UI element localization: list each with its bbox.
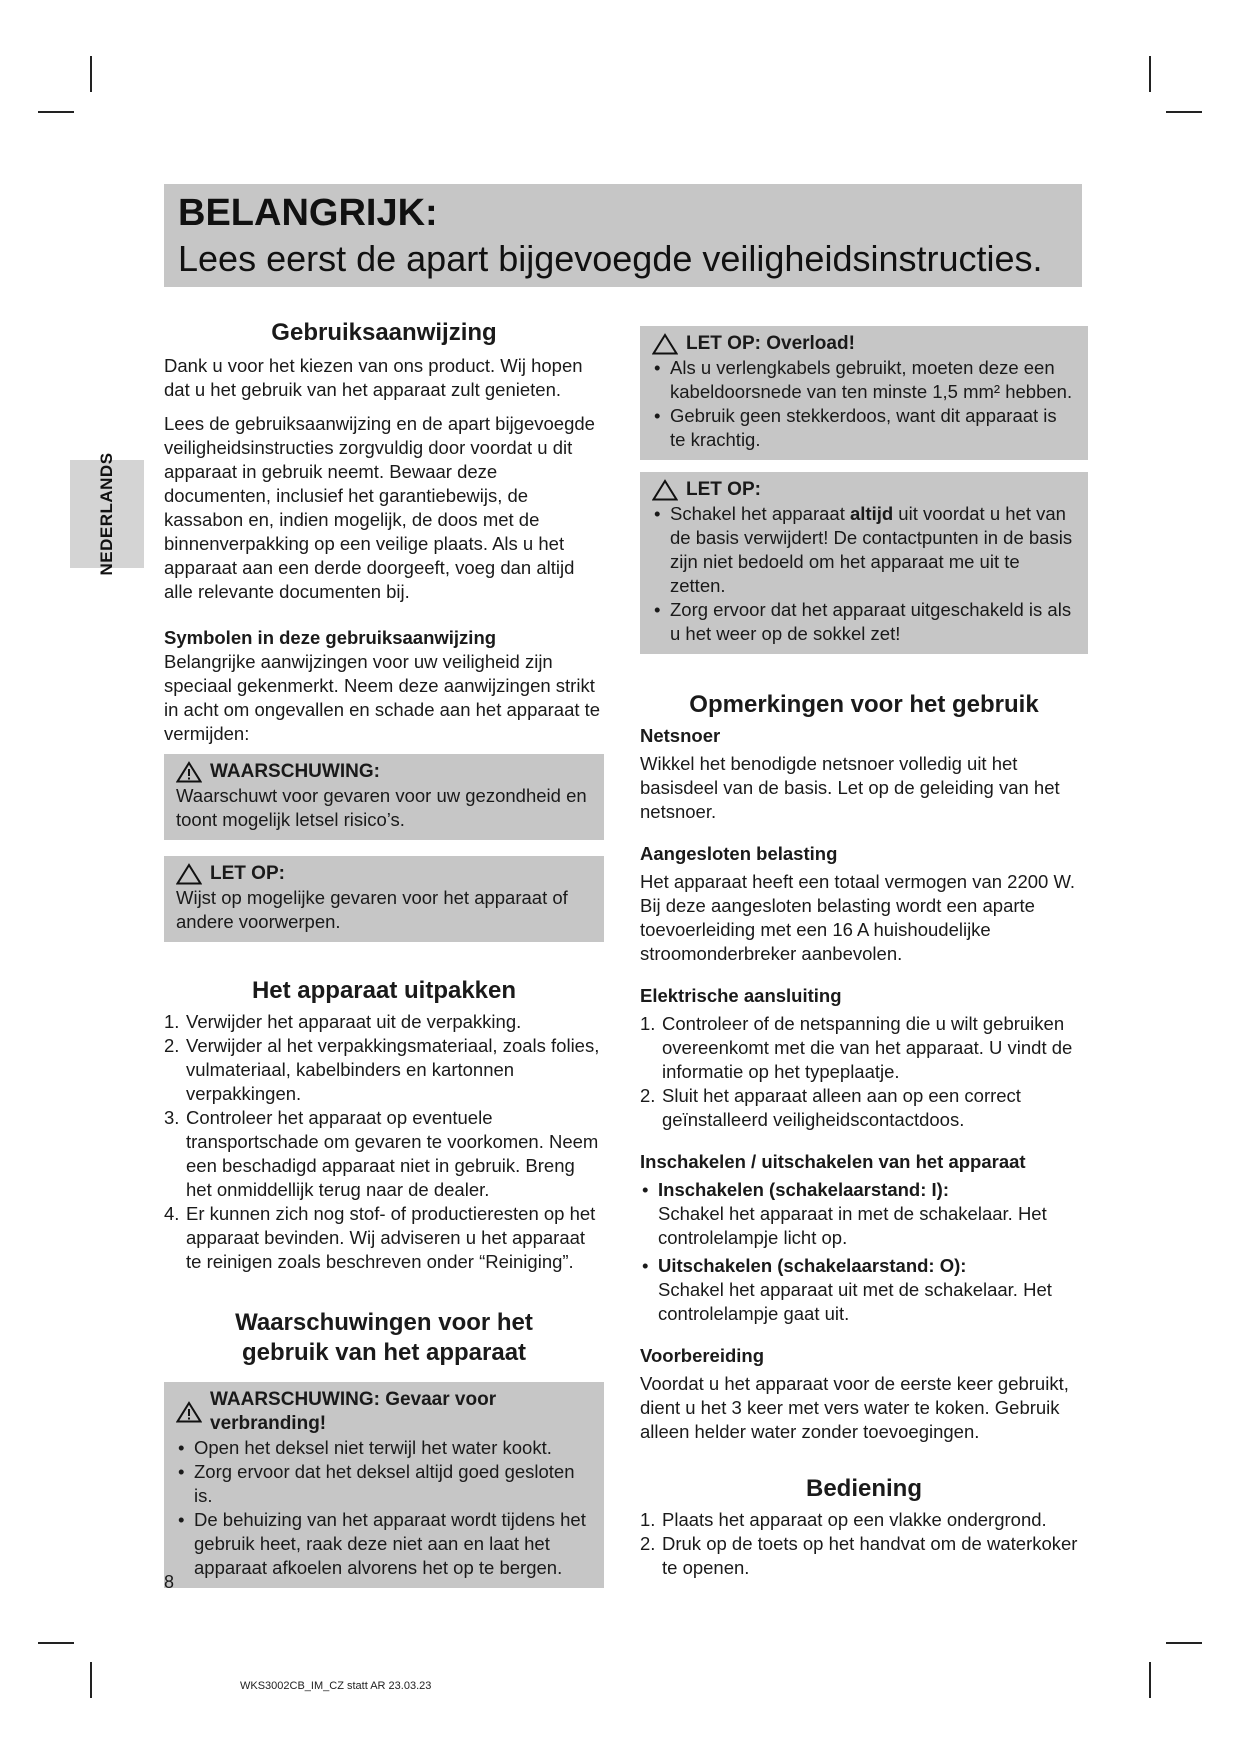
burn-warning-label: WAARSCHUWING: Gevaar voor verbranding! [210,1389,497,1434]
warning-box [164,754,604,840]
crop-mark [1149,1662,1151,1698]
overload-box-title [652,332,1076,356]
overload-box [640,326,1088,460]
list-item: • Zorg ervoor dat het apparaat uitgeschakeld is als u het weer op de sokkel zet! [652,598,1076,646]
electrical-list [640,1012,1088,1132]
warning-triangle-icon [176,761,202,783]
intro-paragraph: Dank u voor het kiezen van ons product. Wij hopen dat u het gebruik van het apparaat zult genieten. [164,355,583,400]
cord-heading: Netsnoer [640,725,721,746]
list-item: 4. Er kunnen zich nog stof- of productieresten op het apparaat bevinden. Wij adviseren u het apparaat te reinigen zoals beschreven onder “Reiniging”. [164,1203,596,1272]
section-title-notes: Opmerkingen voor het gebruik [689,691,1039,718]
left-column [164,318,604,1588]
electrical-heading: Elektrische aansluiting [640,985,842,1006]
page-number: 8 [164,1572,175,1592]
caution-box-2 [640,472,1088,654]
overload-list [652,356,1076,452]
warning-text: Waarschuwt voor gevaren voor uw gezondheid en toont mogelijk letsel risico’s. [176,785,587,830]
list-item: • Open het deksel niet terwijl het water kookt. [176,1436,592,1460]
warning-box-title [176,760,592,784]
overload-label: LET OP: Overload! [686,333,855,354]
list-item: 2. Druk op de toets op het handvat om de waterkoker te openen. [640,1533,1078,1578]
caution-label: LET OP: [210,863,285,884]
section-title-operation: Bediening [805,1475,922,1502]
load-paragraph: Het apparaat heeft een totaal vermogen van 2200 W. Bij deze aangesloten belasting wordt een aparte toevoerleiding met een 16 A huishoudelijke stroomonderbreker aanbevolen. [640,871,1076,964]
caution-triangle-icon [652,479,678,501]
caution-list [652,502,1076,646]
warning-label: WAARSCHUWING: [210,761,380,782]
cord-paragraph: Wikkel het benodigde netsnoer volledig uit het basisdeel van de basis. Let op de geleiding van het netsnoer. [640,753,1060,822]
banner-subtitle: Lees eerst de apart bijgevoegde veiligheidsinstructies. [178,238,1043,279]
banner-title: BELANGRIJK: [178,192,438,234]
operation-list [640,1508,1088,1580]
list-item: • De behuizing van het apparaat wordt tijdens het gebruik heet, raak deze niet aan en laat het apparaat afkoelen alvorens het op te bergen. [176,1508,592,1580]
language-tab-label: NEDERLANDS [97,452,116,576]
list-item: 2. Sluit het apparaat alleen aan op een correct geïnstalleerd veiligheidscontactdoos. [640,1085,1021,1130]
caution-text: Wijst op mogelijke gevaren voor het apparaat of andere voorwerpen. [176,887,568,932]
documents-paragraph: Lees de gebruiksaanwijzing en de apart bijgevoegde veiligheidsinstructies zorgvuldig door voordat u dit apparaat in gebruik neemt. Bewaar deze documenten, inclusief het garantiebewijs, de kassabon en, indien mogelijk, de doos met de binnenverpakking op een veilige plaats. Als u het apparaat aan een derde doorgeeft, voeg dan altijd alle relevante documenten bij. [164,413,595,602]
caution-triangle-icon [652,333,678,355]
section-title-instructions: Gebruiksaanwijzing [271,319,497,346]
switch-heading: Inschakelen / uitschakelen van het apparaat [640,1151,1026,1172]
list-item: • Uitschakelen (schakelaarstand: O): Schakel het apparaat uit met de schakelaar. Het controlelampje gaat uit. [640,1254,1088,1326]
list-item: 1. Verwijder het apparaat uit de verpakking. [164,1011,522,1032]
burn-warning-title [176,1388,592,1436]
list-item: 1. Controleer of de netspanning die u wilt gebruiken overeenkomt met die van het apparaat. U vindt de informatie op het typeplaatje. [640,1013,1073,1082]
switch-off-text: Schakel het apparaat uit met de schakelaar. Het controlelampje gaat uit. [658,1279,1052,1324]
list-item: • Zorg ervoor dat het deksel altijd goed gesloten is. [176,1460,592,1508]
crop-mark [38,1642,74,1644]
important-banner [164,184,1082,287]
load-heading: Aangesloten belasting [640,843,838,864]
burn-warning-box [164,1382,604,1588]
switch-list [640,1178,1088,1326]
unpack-list [164,1010,604,1274]
list-item: 3. Controleer het apparaat op eventuele transportschade om gevaren te voorkomen. Neem een beschadigd apparaat niet in gebruik. Breng het onmiddellijk terug naar de dealer. [164,1107,599,1200]
caution-box [164,856,604,942]
list-item: • Gebruik geen stekkerdoos, want dit apparaat is te krachtig. [652,404,1076,452]
list-item: • Schakel het apparaat altijd uit voordat u het van de basis verwijdert! De contactpunten in de basis zijn niet bedoeld om het apparaat me uit te zetten. [652,502,1076,598]
crop-mark [1166,111,1202,113]
list-item: 1. Plaats het apparaat op een vlakke ondergrond. [640,1509,1047,1530]
list-item: 2. Verwijder al het verpakkingsmateriaal, zoals folies, vulmateriaal, kabelbinders en kartonnen verpakkingen. [164,1035,600,1104]
section-title-warnings: Waarschuwingen voor het gebruik van het apparaat [235,1309,533,1366]
section-title-unpack: Het apparaat uitpakken [251,977,517,1004]
caution-box-title [176,862,592,886]
warning-triangle-icon [176,1401,202,1423]
list-item: • Als u verlengkabels gebruikt, moeten deze een kabeldoorsnede van ten minste 1,5 mm² hebben. [652,356,1076,404]
symbols-heading: Symbolen in deze gebruiksaanwijzing [164,627,497,648]
crop-mark [90,1662,92,1698]
document-reference: WKS3002CB_IM_CZ statt AR 23.03.23 [240,1680,432,1692]
list-item: • Inschakelen (schakelaarstand: I): Schakel het apparaat in met de schakelaar. Het controlelampje licht op. [640,1178,1088,1250]
right-column [640,326,1088,1580]
caution-label: LET OP: [686,479,761,500]
crop-mark [38,111,74,113]
preparation-heading: Voorbereiding [640,1345,765,1366]
symbols-paragraph: Belangrijke aanwijzingen voor uw veiligheid zijn speciaal gekenmerkt. Neem deze aanwijzingen strikt in acht om ongevallen en schade aan het apparaat te vermijden: [164,651,601,744]
switch-on-text: Schakel het apparaat in met de schakelaar. Het controlelampje licht op. [658,1203,1047,1248]
caution-triangle-icon [176,863,202,885]
crop-mark [90,56,92,92]
crop-mark [1166,1642,1202,1644]
caution-box-2-title [652,478,1076,502]
burn-warning-list [176,1436,592,1580]
preparation-paragraph: Voordat u het apparaat voor de eerste keer gebruikt, dient u het 3 keer met vers water te koken. Gebruik alleen helder water zonder toevoegingen. [640,1373,1069,1442]
crop-mark [1149,56,1151,92]
